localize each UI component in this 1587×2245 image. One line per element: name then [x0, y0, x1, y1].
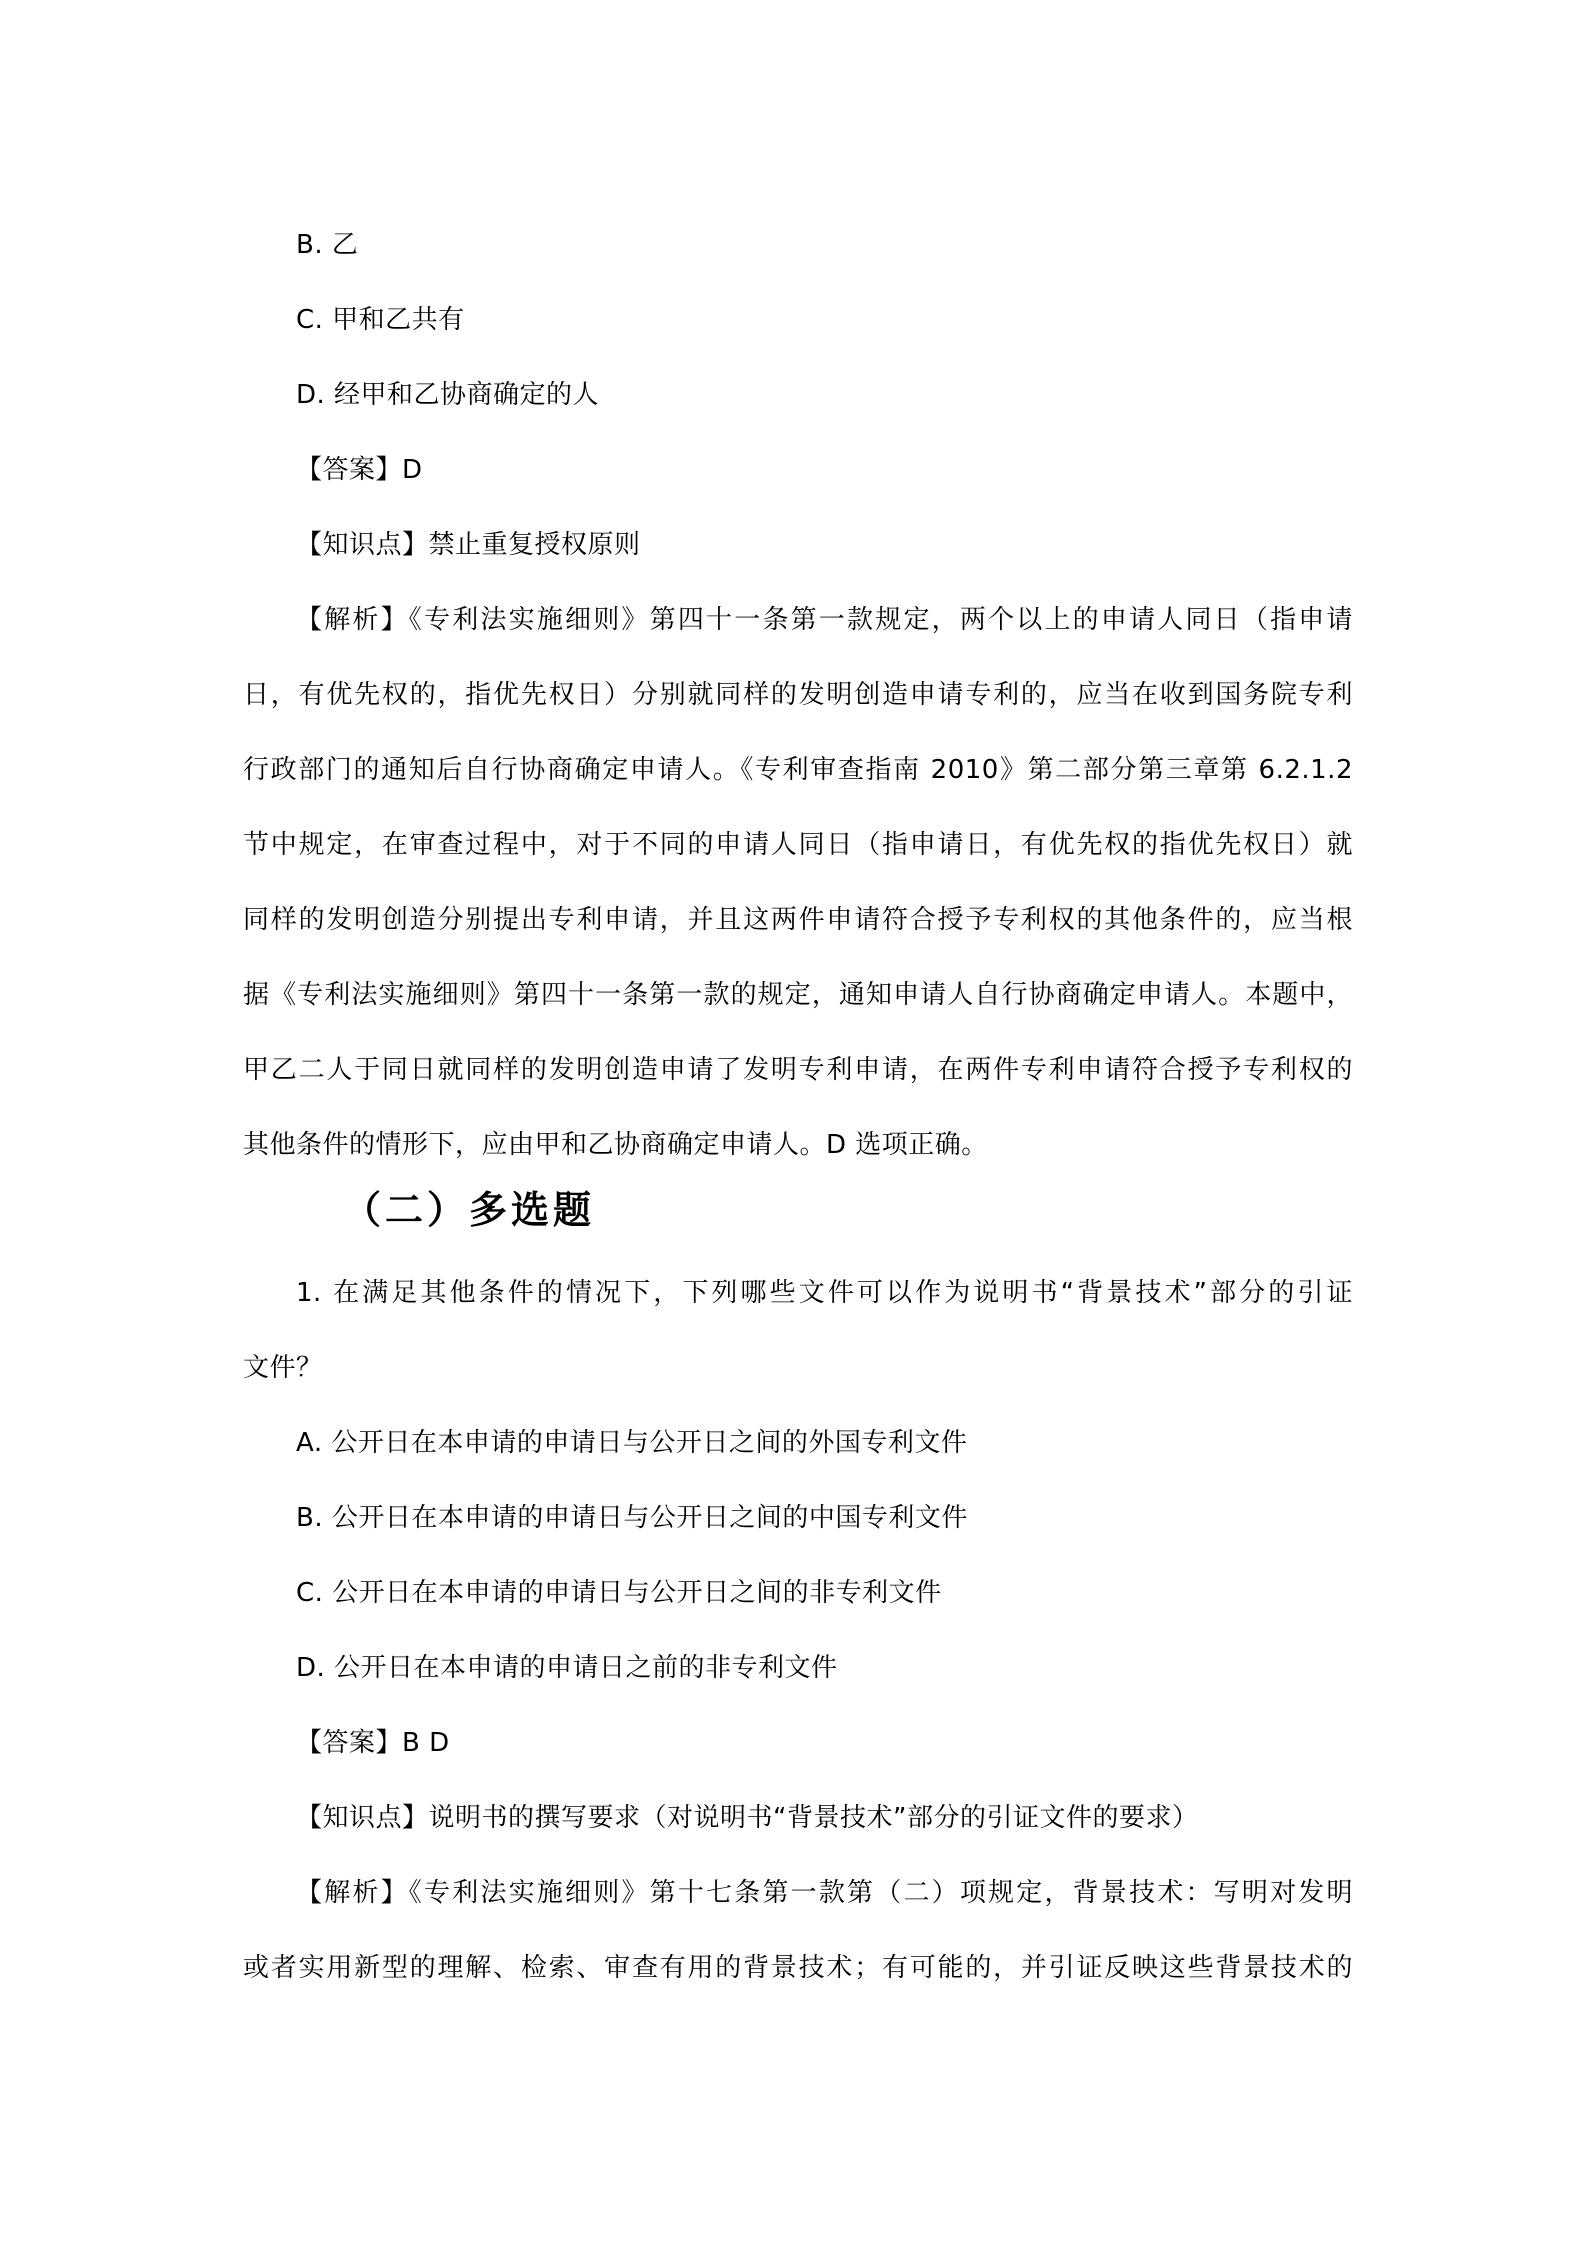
option-c: C. 公开日在本申请的申请日与公开日之间的非专利文件 [296, 1578, 942, 1608]
option-d: D. 经甲和乙协商确定的人 [296, 380, 600, 410]
analysis-line: 或者实用新型的理解、检索、审查有用的背景技术；有可能的，并引证反映这些背景技术的 [243, 1953, 1353, 1983]
answer: 【答案】B D [296, 1728, 450, 1758]
analysis-line: 日，有优先权的，指优先权日）分别就同样的发明创造申请专利的，应当在收到国务院专利 [243, 680, 1353, 710]
answer: 【答案】D [296, 455, 423, 485]
analysis-line: 同样的发明创造分别提出专利申请，并且这两件申请符合授予专利权的其他条件的，应当根 [243, 905, 1353, 935]
analysis-line: 【解析】《专利法实施细则》第十七条第一款第（二）项规定，背景技术：写明对发明 [296, 1878, 1353, 1908]
question-text-cont: 文件？ [243, 1353, 323, 1383]
option-b: B. 公开日在本申请的申请日与公开日之间的中国专利文件 [296, 1503, 968, 1533]
option-b: B. 乙 [296, 230, 359, 260]
analysis-line: 节中规定，在审查过程中，对于不同的申请人同日（指申请日，有优先权的指优先权日）就 [243, 830, 1353, 860]
analysis-line: 【解析】《专利法实施细则》第四十一条第一款规定，两个以上的申请人同日（指申请 [296, 605, 1353, 635]
knowledge-point: 【知识点】禁止重复授权原则 [296, 530, 641, 560]
option-c: C. 甲和乙共有 [296, 305, 465, 335]
section-heading: （二）多选题 [343, 1187, 596, 1232]
analysis-line: 其他条件的情形下，应由甲和乙协商确定申请人。D 选项正确。 [243, 1130, 988, 1160]
option-a: A. 公开日在本申请的申请日与公开日之间的外国专利文件 [296, 1428, 968, 1458]
analysis-line: 据《专利法实施细则》第四十一条第一款的规定，通知申请人自行协商确定申请人。本题中， [243, 980, 1353, 1010]
analysis-line: 甲乙二人于同日就同样的发明创造申请了发明专利申请，在两件专利申请符合授予专利权的 [243, 1055, 1353, 1085]
question-text: 1. 在满足其他条件的情况下，下列哪些文件可以作为说明书“背景技术”部分的引证 [296, 1278, 1353, 1308]
knowledge-point: 【知识点】说明书的撰写要求（对说明书“背景技术”部分的引证文件的要求） [296, 1803, 1199, 1833]
analysis-line: 行政部门的通知后自行协商确定申请人。《专利审查指南 2010》第二部分第三章第 6.2.1.2 [243, 755, 1353, 785]
option-d: D. 公开日在本申请的申请日之前的非专利文件 [296, 1653, 838, 1683]
